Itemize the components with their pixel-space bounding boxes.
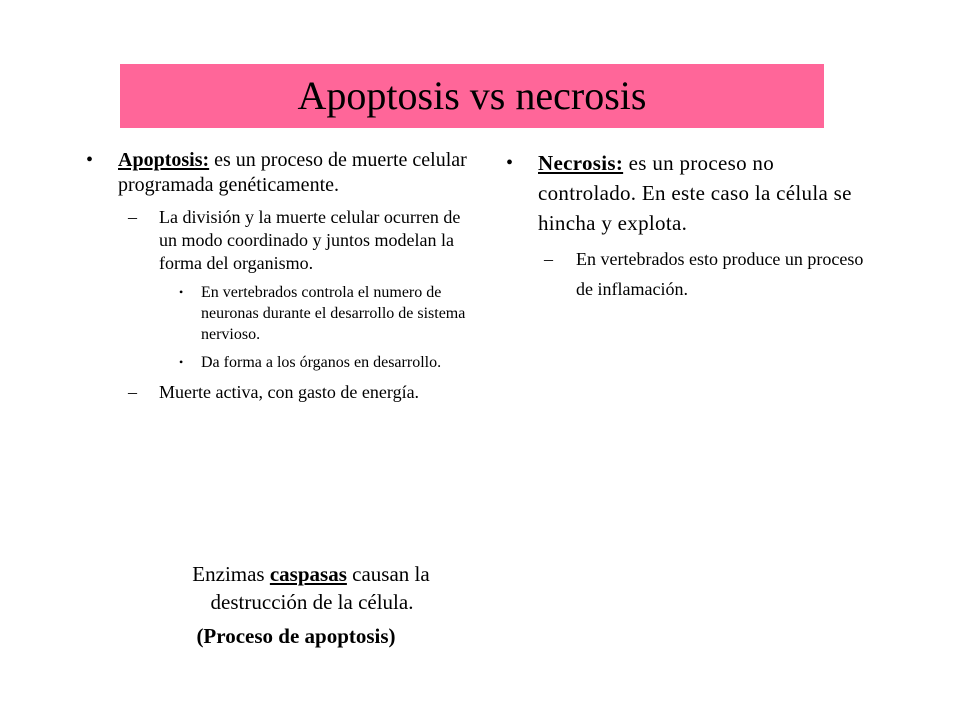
apoptosis-description: es un proceso de muerte celular programada genéticamente. [118, 149, 467, 196]
enzymes-line2: destrucción de la célula. [210, 590, 414, 614]
dash-marker: – [544, 249, 553, 269]
necrosis-description: es un proceso no controlado. En este caso la célula se hincha y explota. [538, 151, 852, 235]
title-banner [120, 64, 824, 128]
enzymes-after: causan la [346, 562, 430, 586]
apoptosis-bullet [86, 148, 471, 198]
bullet-marker: • [506, 152, 514, 174]
dash-marker: – [128, 382, 137, 402]
necrosis-column [506, 148, 876, 304]
apoptosis-subsub-neurons [86, 282, 471, 345]
necrosis-bullet [506, 148, 876, 238]
bullet-marker: • [179, 355, 184, 369]
inflammation-text: En vertebrados esto produce un proceso de inflamación. [576, 249, 864, 299]
apoptosis-term: Apoptosis: [118, 149, 210, 171]
apoptosis-sub-division [86, 206, 471, 275]
slide-title: Apoptosis vs necrosis [297, 73, 647, 118]
apoptosis-subsub-organs [86, 352, 471, 373]
enzymes-before: Enzimas [192, 562, 270, 586]
energy-text: Muerte activa, con gasto de energía. [159, 382, 420, 402]
necrosis-term: Necrosis: [538, 151, 624, 175]
necrosis-sub-inflammation [506, 244, 876, 304]
caspasas-term: caspasas [269, 562, 347, 586]
necrosis-definition [538, 148, 876, 238]
bullet-marker: • [179, 285, 184, 299]
process-label: (Proceso de apoptosis) [196, 624, 396, 648]
enzymes-note [86, 560, 506, 616]
division-text: La división y la muerte celular ocurren de un modo coordinado y juntos modelan la forma del organismo. [159, 207, 461, 273]
apoptosis-definition [118, 148, 471, 198]
bullet-marker: • [86, 149, 94, 171]
dash-marker: – [128, 207, 137, 227]
neurons-text: En vertebrados controla el numero de neuronas durante el desarrollo de sistema nervioso. [201, 284, 466, 343]
apoptosis-sub-energy [86, 381, 471, 404]
apoptosis-column [86, 148, 471, 404]
organs-text: Da forma a los órganos en desarrollo. [201, 354, 442, 371]
